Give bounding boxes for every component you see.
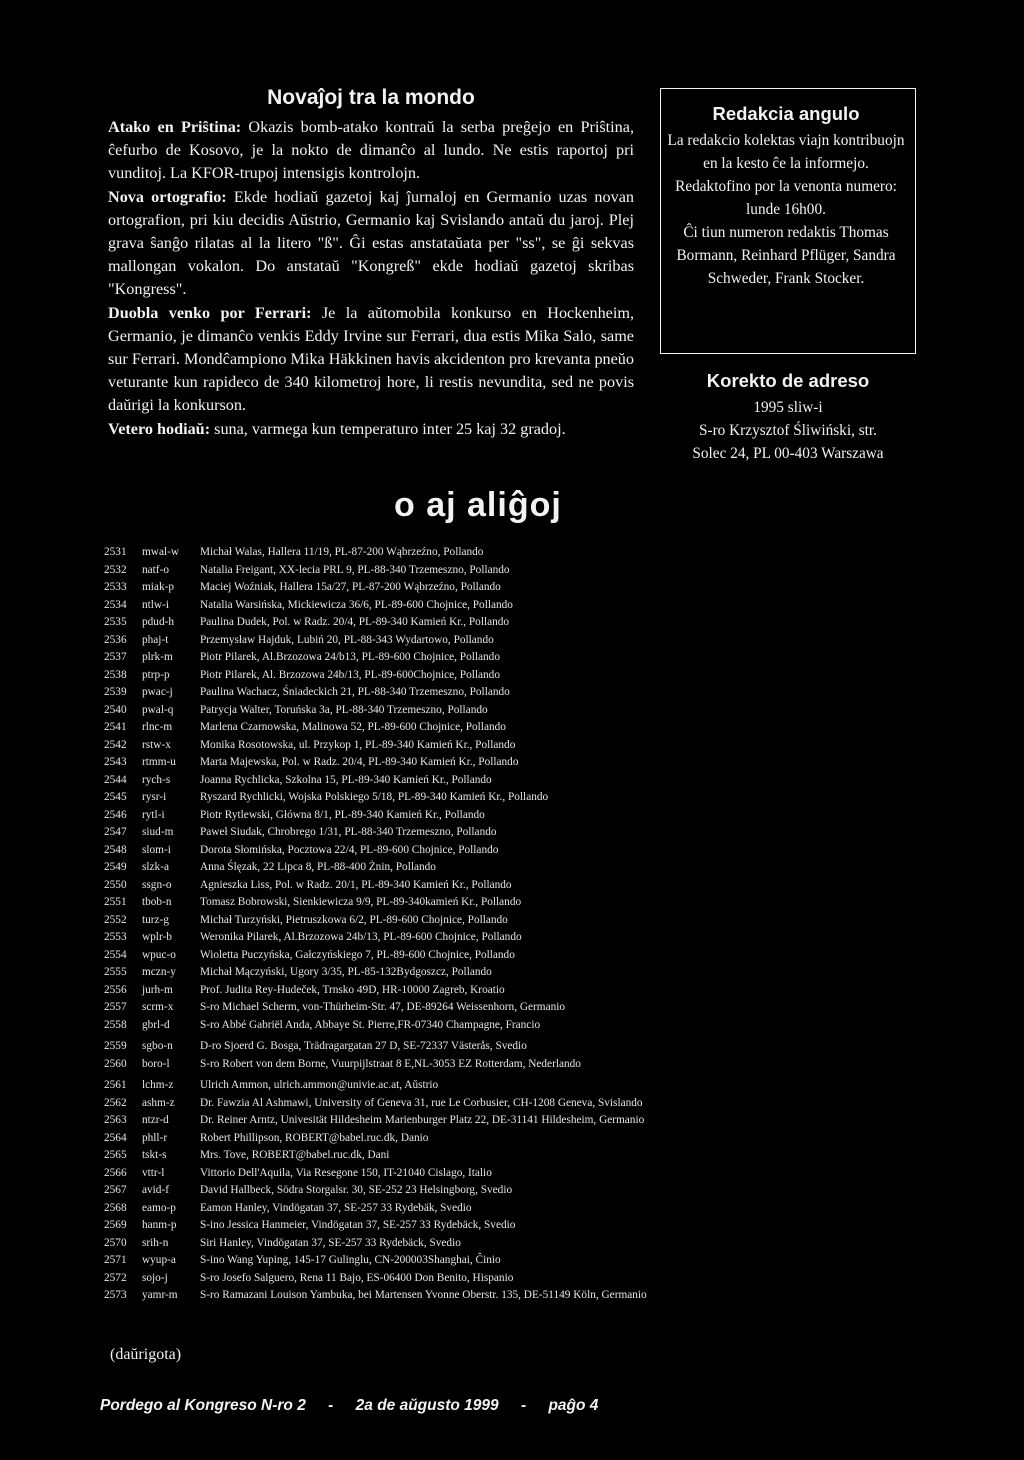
member-num: 2538 bbox=[104, 668, 127, 681]
editorial-box bbox=[660, 88, 916, 354]
member-code: tbob-n bbox=[142, 896, 172, 908]
member-addr: Wioletta Puczyńska, Gałczyńskiego 7, PL-89-600 Chojnice, Pollando bbox=[200, 948, 515, 961]
member-addr: Dr. Fawzia Al Ashmawi, University of Geneva 31, rue Le Corbusier, CH-1208 Geneva, Svislando bbox=[200, 1096, 643, 1109]
editorial-p3: Ĉi tiun numeron redaktis Thomas Bormann, Reinhard Pflüger, Sandra Schweder, Frank Stocker. bbox=[676, 224, 896, 287]
member-row bbox=[104, 684, 904, 702]
member-code: rtmm-u bbox=[142, 756, 176, 768]
member-num: 2550 bbox=[104, 878, 127, 891]
address-correction-title: Korekto de adreso bbox=[706, 370, 870, 391]
member-num: 2565 bbox=[104, 1149, 127, 1161]
member-addr: S-ro Josefo Salguero, Rena 11 Bajo, ES-06400 Don Benito, Hispanio bbox=[200, 1271, 514, 1284]
member-code: ntlw-i bbox=[142, 598, 169, 611]
member-num: 2548 bbox=[104, 843, 127, 856]
member-num: 2563 bbox=[104, 1114, 127, 1126]
member-row bbox=[104, 1217, 904, 1235]
member-addr: Siri Hanley, Vindögatan 37, SE-257 33 Rydebäck, Svedio bbox=[200, 1236, 461, 1249]
member-addr: Ulrich Ammon, ulrich.ammon@univie.ac.at, Aŭstrio bbox=[200, 1079, 439, 1091]
member-code: mwal-w bbox=[142, 546, 180, 558]
address-correction-line: Solec 24, PL 00-403 Warszawa bbox=[692, 445, 884, 462]
news-item-lead: Vetero hodiaŭ: bbox=[108, 419, 211, 438]
member-num: 2553 bbox=[104, 931, 127, 943]
member-code: ntzr-d bbox=[142, 1114, 169, 1126]
member-addr: Maciej Woźniak, Hallera 15a/27, PL-87-200 Wąbrzeźno, Pollando bbox=[200, 581, 501, 593]
footer-page: paĝo 4 bbox=[548, 1397, 599, 1414]
member-num: 2571 bbox=[104, 1254, 127, 1266]
member-num: 2533 bbox=[104, 581, 127, 593]
member-num: 2566 bbox=[104, 1166, 127, 1179]
member-code: rytl-i bbox=[142, 808, 165, 821]
member-addr: Eamon Hanley, Vindögatan 37, SE-257 33 Rydebäk, Svedio bbox=[200, 1201, 472, 1214]
member-addr: Marlena Czarnowska, Malinowa 52, PL-89-600 Chojnice, Pollando bbox=[200, 721, 506, 733]
member-num: 2556 bbox=[104, 983, 127, 996]
member-code: srih-n bbox=[142, 1236, 169, 1249]
member-num: 2573 bbox=[104, 1289, 127, 1301]
member-num: 2560 bbox=[104, 1057, 127, 1070]
member-code: phll-r bbox=[142, 1131, 168, 1144]
member-num: 2551 bbox=[104, 896, 127, 908]
member-row bbox=[104, 789, 904, 807]
member-row bbox=[104, 1287, 904, 1305]
member-code: ptrp-p bbox=[142, 668, 170, 681]
member-num: 2539 bbox=[104, 686, 127, 698]
member-code: natf-o bbox=[142, 563, 169, 576]
member-code: wpuc-o bbox=[142, 948, 176, 961]
member-code: jurh-m bbox=[142, 983, 173, 996]
address-correction bbox=[660, 370, 916, 465]
member-code: rych-s bbox=[142, 773, 171, 786]
member-addr: D-ro Sjoerd G. Bosga, Trädragargatan 27 D, SE-72337 Västerås, Svedio bbox=[200, 1040, 527, 1052]
member-addr: S-ro Michael Scherm, von-Thürheim-Str. 47, DE-89264 Weissenhorn, Germanio bbox=[200, 1001, 566, 1013]
member-code: miak-p bbox=[142, 581, 174, 593]
member-row bbox=[104, 702, 904, 720]
member-code: boro-l bbox=[142, 1057, 170, 1070]
member-row bbox=[104, 737, 904, 755]
member-row bbox=[104, 842, 904, 860]
member-code: scrm-x bbox=[142, 1001, 174, 1013]
member-row bbox=[104, 1077, 904, 1095]
member-row bbox=[104, 894, 904, 912]
member-row bbox=[104, 807, 904, 825]
member-num: 2531 bbox=[104, 546, 127, 558]
member-num: 2547 bbox=[104, 826, 127, 838]
member-addr: S-ro Ramazani Louison Yambuka, bei Martensen Yvonne Oberstr. 135, DE-51149 Köln, Germanio bbox=[200, 1289, 647, 1301]
member-addr: S-ino Wang Yuping, 145-17 Gulinglu, CN-200003Shanghai, Ĉinio bbox=[200, 1254, 501, 1266]
footer-date: 2a de aŭgusto 1999 bbox=[355, 1397, 499, 1414]
editorial-p2: Redaktofino por la venonta numero: lunde 16h00. bbox=[675, 178, 897, 218]
news-item-lead: Duobla venko por Ferrari: bbox=[108, 303, 312, 322]
news-item-lead: Nova ortografio: bbox=[108, 187, 227, 206]
member-code: eamo-p bbox=[142, 1201, 176, 1214]
member-addr: Patrycja Walter, Toruńska 3a, PL-88-340 Trzemeszno, Pollando bbox=[200, 703, 488, 716]
member-addr: Michał Mączyński, Ugory 3/35, PL-85-132Bydgoszcz, Pollando bbox=[200, 966, 492, 978]
member-row bbox=[104, 1130, 904, 1148]
member-code: mczn-y bbox=[142, 966, 176, 978]
member-code: gbrl-d bbox=[142, 1018, 170, 1031]
news-title: Novaĵoj tra la mondo bbox=[267, 86, 475, 109]
member-addr: Prof. Judita Rey-Hudeček, Trnsko 49D, HR-10000 Zagreb, Kroatio bbox=[200, 983, 505, 996]
member-row bbox=[104, 824, 904, 842]
member-row bbox=[104, 859, 904, 877]
member-addr: S-ino Jessica Hanmeier, Vindögatan 37, SE-257 33 Rydebäck, Svedio bbox=[200, 1219, 516, 1231]
member-num: 2549 bbox=[104, 861, 127, 873]
member-num: 2557 bbox=[104, 1001, 127, 1013]
member-addr: Piotr Rytlewski, Główna 8/1, PL-89-340 Kamień Kr., Pollando bbox=[200, 808, 485, 821]
member-addr: Piotr Pilarek, Al.Brzozowa 24/b13, PL-89-600 Chojnice, Pollando bbox=[200, 651, 500, 663]
member-row bbox=[104, 544, 904, 562]
member-code: rysr-i bbox=[142, 791, 167, 803]
page-footer bbox=[100, 1397, 920, 1415]
member-num: 2535 bbox=[104, 616, 127, 628]
member-addr: Joanna Rychlicka, Szkolna 15, PL-89-340 Kamień Kr., Pollando bbox=[200, 773, 492, 786]
member-addr: Robert Phillipson, ROBERT@babel.ruc.dk, Danio bbox=[200, 1131, 429, 1144]
member-row bbox=[104, 1270, 904, 1288]
member-num: 2568 bbox=[104, 1201, 127, 1214]
member-code: ashm-z bbox=[142, 1096, 175, 1109]
member-addr: Agnieszka Liss, Pol. w Radz. 20/1, PL-89-340 Kamień Kr., Pollando bbox=[200, 878, 512, 891]
member-addr: Piotr Pilarek, Al. Brzozowa 24b/13, PL-89-600Chojnice, Pollando bbox=[200, 668, 500, 681]
news-item bbox=[108, 302, 634, 418]
news-item-text: Okazis bomb-atako kontraŭ la serba preĝejo en Priŝtina, ĉefurbo de Kosovo, je la nokto de dimanĉo al lundo. Ne estis raportoj pri vunditoj. La KFOR-trupoj intensigis kontrolojn. bbox=[108, 118, 634, 183]
member-code: turz-g bbox=[142, 913, 169, 926]
news-item-text: Je la aŭtomobila konkurso en Hockenheim, Germanio, je dimanĉo venkis Eddy Irvine sur Ferrari, dua estis Mika Salo, same sur Ferrari. Mondĉampiono Mika Häkkinen havis akcidenton pro krevanta pneŭo veturante kun rapideco de 340 kilometroj hore, li restis nevundita, sed ne povis daŭrigi la konkurson. bbox=[108, 303, 635, 415]
member-num: 2555 bbox=[104, 966, 127, 978]
member-num: 2545 bbox=[104, 791, 127, 803]
member-code: sojo-j bbox=[142, 1271, 168, 1284]
member-row bbox=[104, 1165, 904, 1183]
member-row bbox=[104, 754, 904, 772]
member-code: avid-f bbox=[142, 1184, 169, 1196]
member-addr: Mrs. Tove, ROBERT@babel.ruc.dk, Dani bbox=[200, 1149, 390, 1161]
member-code: lchm-z bbox=[142, 1079, 174, 1091]
member-row bbox=[104, 632, 904, 650]
member-num: 2558 bbox=[104, 1018, 127, 1031]
member-row bbox=[104, 1235, 904, 1253]
member-addr: Natalia Freigant, XX-lecia PRL 9, PL-88-340 Trzemeszno, Pollando bbox=[200, 563, 510, 576]
member-row bbox=[104, 1112, 904, 1130]
member-addr: Przemysław Hajduk, Lubiń 20, PL-88-343 Wydartowo, Pollando bbox=[200, 633, 494, 646]
member-code: slom-i bbox=[142, 843, 171, 856]
member-row bbox=[104, 579, 904, 597]
member-addr: Anna Ślęzak, 22 Lipca 8, PL-88-400 Żnin, Pollando bbox=[200, 861, 436, 873]
member-row bbox=[104, 597, 904, 615]
member-addr: Monika Rosotowska, ul. Przykop 1, PL-89-340 Kamień Kr., Pollando bbox=[200, 738, 516, 751]
news-item-text: suna, varmega kun temperaturo inter 25 kaj 32 gradoj. bbox=[210, 419, 566, 438]
member-code: phaj-t bbox=[142, 633, 169, 646]
member-code: vttr-l bbox=[142, 1166, 165, 1179]
member-addr: Michał Walas, Hallera 11/19, PL-87-200 Wąbrzeźno, Pollando bbox=[200, 546, 484, 558]
member-code: pwac-j bbox=[142, 686, 173, 698]
member-code: sgbo-n bbox=[142, 1040, 173, 1052]
member-num: 2537 bbox=[104, 651, 127, 663]
member-row bbox=[104, 667, 904, 685]
address-correction-line: 1995 sliw-i bbox=[753, 399, 823, 416]
member-num: 2554 bbox=[104, 948, 127, 961]
member-addr: Paulina Wachacz, Śniadeckich 21, PL-88-340 Trzemeszno, Pollando bbox=[200, 686, 510, 698]
member-num: 2542 bbox=[104, 738, 127, 751]
member-code: yamr-m bbox=[142, 1289, 178, 1301]
member-code: tskt-s bbox=[142, 1149, 167, 1161]
member-row bbox=[104, 964, 904, 982]
members-heading: o aj aliĝoj bbox=[394, 486, 562, 524]
member-num: 2546 bbox=[104, 808, 127, 821]
member-row bbox=[104, 947, 904, 965]
address-correction-line: S-ro Krzysztof Śliwiński, str. bbox=[698, 422, 878, 439]
member-num: 2569 bbox=[104, 1219, 127, 1231]
member-row bbox=[104, 1200, 904, 1218]
member-code: ssgn-o bbox=[142, 878, 172, 891]
member-num: 2552 bbox=[104, 913, 127, 926]
members-list bbox=[104, 544, 904, 1305]
member-code: pdud-h bbox=[142, 616, 175, 628]
member-row bbox=[104, 999, 904, 1017]
member-num: 2572 bbox=[104, 1271, 127, 1284]
member-num: 2561 bbox=[104, 1079, 127, 1091]
member-num: 2567 bbox=[104, 1184, 127, 1196]
member-addr: S-ro Abbé Gabriël Anda, Abbaye St. Pierre,FR-07340 Champagne, Francio bbox=[200, 1018, 541, 1031]
member-addr: David Hallbeck, Södra Storgalsr. 30, SE-252 23 Helsingborg, Svedio bbox=[200, 1184, 513, 1196]
member-num: 2543 bbox=[104, 756, 127, 768]
news-item bbox=[108, 418, 634, 441]
member-code: rstw-x bbox=[142, 738, 171, 751]
member-row bbox=[104, 1252, 904, 1270]
member-row bbox=[104, 1095, 904, 1113]
member-addr: Paulina Dudek, Pol. w Radz. 20/4, PL-89-340 Kamień Kr., Pollando bbox=[200, 616, 510, 628]
footer-separator: - bbox=[520, 1397, 527, 1414]
member-row bbox=[104, 772, 904, 790]
member-addr: Paweł Siudak, Chrobrego 1/31, PL-88-340 Trzemeszno, Pollando bbox=[200, 826, 497, 838]
member-row bbox=[104, 877, 904, 895]
member-num: 2544 bbox=[104, 773, 127, 786]
member-row bbox=[104, 614, 904, 632]
member-row bbox=[104, 912, 904, 930]
member-addr: Tomasz Bobrowski, Sienkiewicza 9/9, PL-89-340kamień Kr., Pollando bbox=[200, 896, 522, 908]
news-item-lead: Atako en Priŝtina: bbox=[108, 118, 242, 136]
member-row bbox=[104, 719, 904, 737]
member-row bbox=[104, 1038, 904, 1056]
member-num: 2536 bbox=[104, 633, 127, 646]
member-row bbox=[104, 982, 904, 1000]
member-row bbox=[104, 1182, 904, 1200]
member-row bbox=[104, 1147, 904, 1165]
member-code: hanm-p bbox=[142, 1219, 177, 1231]
member-row bbox=[104, 1056, 904, 1074]
news-section bbox=[108, 86, 634, 441]
member-num: 2540 bbox=[104, 703, 127, 716]
news-item bbox=[108, 186, 634, 302]
editorial-p1: La redakcio kolektas viajn kontribuojn en la kesto ĉe la informejo. bbox=[667, 132, 905, 172]
member-row bbox=[104, 929, 904, 947]
member-addr: Vittorio Dell'Aquila, Via Resegone 150, IT-21040 Cislago, Italio bbox=[200, 1166, 492, 1179]
member-code: wplr-b bbox=[142, 931, 172, 943]
member-num: 2541 bbox=[104, 721, 127, 733]
member-num: 2570 bbox=[104, 1236, 127, 1249]
member-num: 2559 bbox=[104, 1040, 127, 1052]
member-num: 2534 bbox=[104, 598, 127, 611]
member-addr: Weronika Pilarek, Al.Brzozowa 24b/13, PL-89-600 Chojnice, Pollando bbox=[200, 931, 522, 943]
member-code: wyup-a bbox=[142, 1254, 176, 1266]
member-addr: Dr. Reiner Arntz, Univesität Hildesheim Marienburger Platz 22, DE-31141 Hildesheim, Germanio bbox=[200, 1114, 645, 1126]
member-addr: Natalia Warsińska, Mickiewicza 36/6, PL-89-600 Chojnice, Pollando bbox=[200, 598, 513, 611]
member-num: 2532 bbox=[104, 563, 127, 576]
editorial-title: Redakcia angulo bbox=[712, 103, 860, 124]
member-code: plrk-m bbox=[142, 651, 173, 663]
member-num: 2562 bbox=[104, 1096, 127, 1109]
member-addr: Ryszard Rychlicki, Wojska Polskiego 5/18, PL-89-340 Kamień Kr., Pollando bbox=[200, 791, 549, 803]
member-addr: Marta Majewska, Pol. w Radz. 20/4, PL-89-340 Kamień Kr., Pollando bbox=[200, 756, 519, 768]
member-row bbox=[104, 1017, 904, 1035]
continued-note: (daŭrigota) bbox=[110, 1346, 182, 1363]
member-addr: Michał Turzyński, Pietruszkowa 6/2, PL-89-600 Chojnice, Pollando bbox=[200, 913, 508, 926]
member-num: 2564 bbox=[104, 1131, 127, 1144]
member-row bbox=[104, 649, 904, 667]
footer-publication: Pordego al Kongreso N-ro 2 bbox=[100, 1397, 306, 1414]
footer-separator: - bbox=[328, 1397, 334, 1414]
member-code: pwal-q bbox=[142, 703, 174, 716]
member-code: rlnc-m bbox=[142, 721, 173, 733]
member-addr: Dorota Słomińska, Pocztowa 22/4, PL-89-600 Chojnice, Pollando bbox=[200, 843, 499, 856]
member-code: slzk-a bbox=[142, 861, 169, 873]
news-item bbox=[108, 116, 634, 186]
member-code: siud-m bbox=[142, 826, 174, 838]
member-row bbox=[104, 562, 904, 580]
news-item-text: Ekde hodiaŭ gazetoj kaj ĵurnaloj en Germanio uzas novan ortografion, pri kiu decidis Aŭstrio, Germanio kaj Svislando antaŭ du jaroj. Plej grava ŝanĝo rilatas al la litero "ß". Ĝi estas anstataŭata per "ss", se ĝi sekvas mallongan vokalon. Do anstataŭ "Kongreß" ekde hodiaŭ gazetoj skribas "Kongress". bbox=[108, 187, 634, 299]
member-addr: S-ro Robert von dem Borne, Vuurpijlstraat 8 E,NL-3053 EZ Rotterdam, Nederlando bbox=[200, 1057, 581, 1070]
